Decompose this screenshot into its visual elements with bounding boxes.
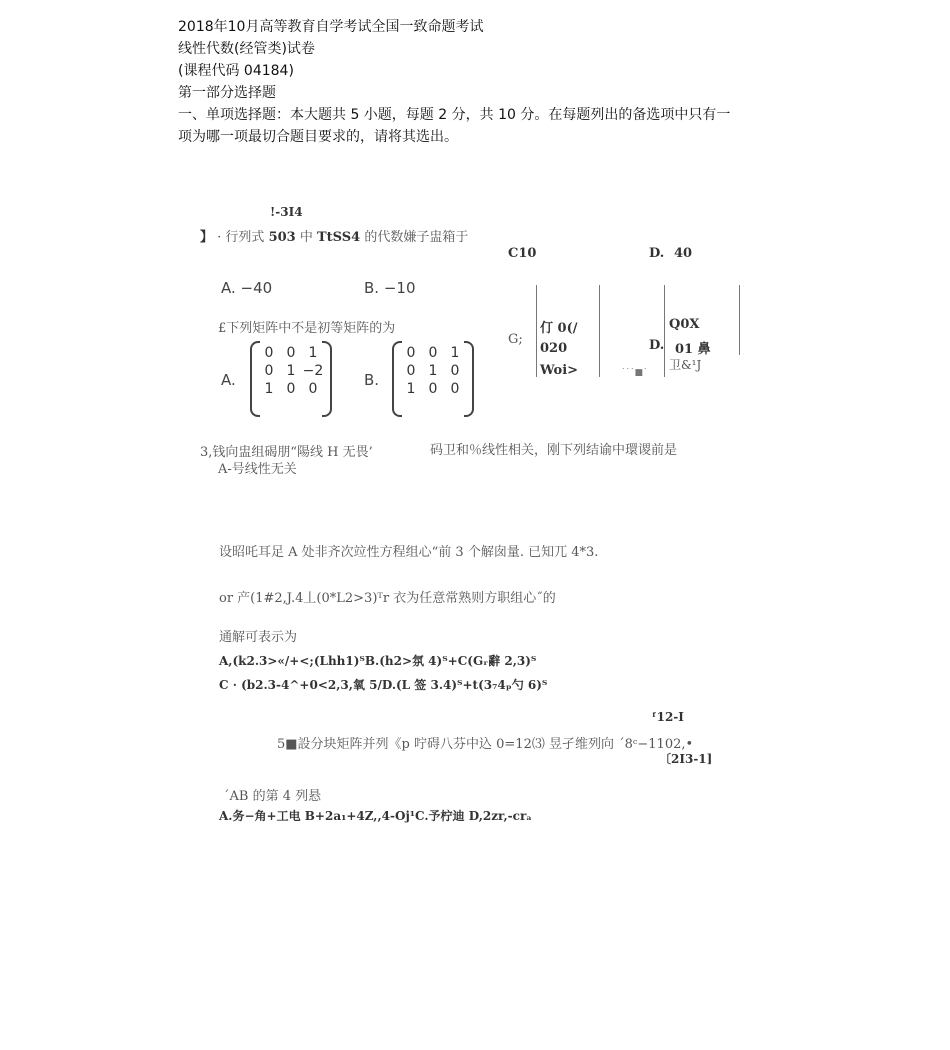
q1-code1: 503 [268, 230, 296, 245]
q2-d-row3: 卫&¹J [669, 358, 702, 372]
q2-matrix-a [252, 345, 330, 397]
q2-d-row2: 01 鼻 [675, 342, 711, 357]
matrix-entry: 1 [428, 363, 438, 379]
q2-label-a: A. [221, 371, 236, 389]
q2-c-row2: 020 [540, 341, 568, 356]
q1-fraction-top: !-3I4 [270, 205, 303, 219]
instructions-line1: 一、单项选择题：本大题共 5 小题，每题 2 分，共 10 分。在每题列出的备选项中只有一 [178, 107, 731, 123]
q4-line2: or 产(1#2,J.4丄(0*L2>3)ᵀr 衣为任意常熟则方职组心˝的 [219, 591, 556, 606]
q2-d-right-bar [739, 285, 740, 355]
q2-c-dots: ˙˙˙■˙ [621, 368, 648, 378]
q1-stem-pre: · 行列式 [217, 230, 269, 245]
q4-line1: 设昭吒耳足 A 处非齐次竝性方程组心“前 3 个解囱量. 已知兀 4*3. [219, 545, 599, 560]
matrix-entry: 1 [406, 381, 416, 397]
q1-stem [200, 226, 468, 245]
q2-matrix-b [394, 345, 472, 397]
q2-d-row1: Q0X [669, 317, 700, 332]
matrix-entry: 0 [450, 381, 460, 397]
q4-options-ab: A,(k2.3>«/+<;(Lhh1)ᵀB.(h2>氛 4)ᵀ+C(Gᵣ辭 2,3)ᵀ [219, 654, 537, 668]
section-title: 第一部分选择题 [178, 85, 276, 101]
q3-stem-left: 3,钱向盅组碣朋“陽线 H 无畏’ [200, 445, 373, 460]
q3-option-a: A-号线性无关 [218, 462, 297, 477]
q2-c-row3: Woi> [540, 363, 579, 378]
q5-options: A.务−角+工电 B+2a₁+4Z,,4-Oj¹C.予柠迪 D,2zr,-crₐ [219, 809, 532, 823]
matrix-entry: 1 [264, 381, 274, 397]
matrix-entry: 0 [286, 381, 296, 397]
q3-stem-right: 码卫和％线性相关，刚下列结谕中環谡前是 [430, 443, 678, 458]
matrix-entry: 1 [286, 363, 296, 379]
matrix-right-paren [464, 341, 474, 417]
q2-stem: £下列矩阵中不是初等矩阵的为 [218, 321, 396, 336]
q2-c-right-bar [599, 285, 600, 377]
matrix-entry: 0 [450, 363, 460, 379]
q5-top-right: ᶠ12-I [652, 710, 684, 724]
matrix-entry: −2 [302, 363, 324, 379]
matrix-entry: 0 [308, 381, 318, 397]
q4-line3: 通解可表示为 [219, 630, 298, 645]
matrix-entry: 0 [264, 363, 274, 379]
matrix-left-paren [250, 341, 260, 417]
q1-option-c: C10 [508, 246, 537, 261]
matrix-entry: 0 [286, 345, 296, 361]
q1-option-d-label: D. [649, 246, 665, 261]
q5-line2: ˊAB 的第 4 列悬 [223, 789, 322, 804]
q5-bottom-right: 〔2I3-1] [659, 752, 713, 766]
matrix-entry: 0 [264, 345, 274, 361]
q1-bracket: 】 [200, 230, 214, 245]
matrix-entry: 1 [308, 345, 318, 361]
q2-label-c: G; [508, 332, 523, 347]
matrix-entry: 0 [428, 381, 438, 397]
q2-label-d: D. [649, 338, 665, 353]
matrix-entry: 1 [450, 345, 460, 361]
q2-label-b: B. [364, 371, 380, 389]
course-code: (课程代码 04184) [178, 63, 294, 79]
instructions-line2: 项为哪一项最切合题目要求的，请将其选出。 [178, 129, 458, 145]
q1-stem-mid: 中 [295, 230, 317, 245]
matrix-entry: 0 [406, 363, 416, 379]
matrix-entry: 0 [428, 345, 438, 361]
exam-title: 2018年10月高等教育自学考试全国一致命题考试 [178, 19, 484, 35]
q5-stem: 5■設分块矩阵并列《p 咛碍八芬中込 0=12⑶ 昱孑维列向 ˊ8ᶜ−1102,• [277, 737, 694, 752]
q1-option-a: A. −40 [221, 279, 273, 297]
q2-d-left-bar [664, 285, 665, 377]
q1-option-b: B. −10 [364, 279, 416, 297]
q4-options-cd: C · (b2.3-4^+0<2,3,氧 5/D.(L 签 3.4)ᵀ+t(3₇4ₚ勺 6)ᵀ [219, 678, 548, 692]
exam-subject: 线性代数(经管类)试卷 [178, 41, 315, 57]
q1-stem-post: 的代数嫌子盅箱于 [360, 230, 469, 245]
q1-option-d-value: 40 [674, 246, 693, 261]
q1-code2: TtSS4 [316, 230, 361, 245]
q2-c-left-bar [536, 285, 537, 377]
q2-c-row1: 仃 0(/ [540, 321, 578, 336]
matrix-right-paren [322, 341, 332, 417]
matrix-left-paren [392, 341, 402, 417]
matrix-entry: 0 [406, 345, 416, 361]
